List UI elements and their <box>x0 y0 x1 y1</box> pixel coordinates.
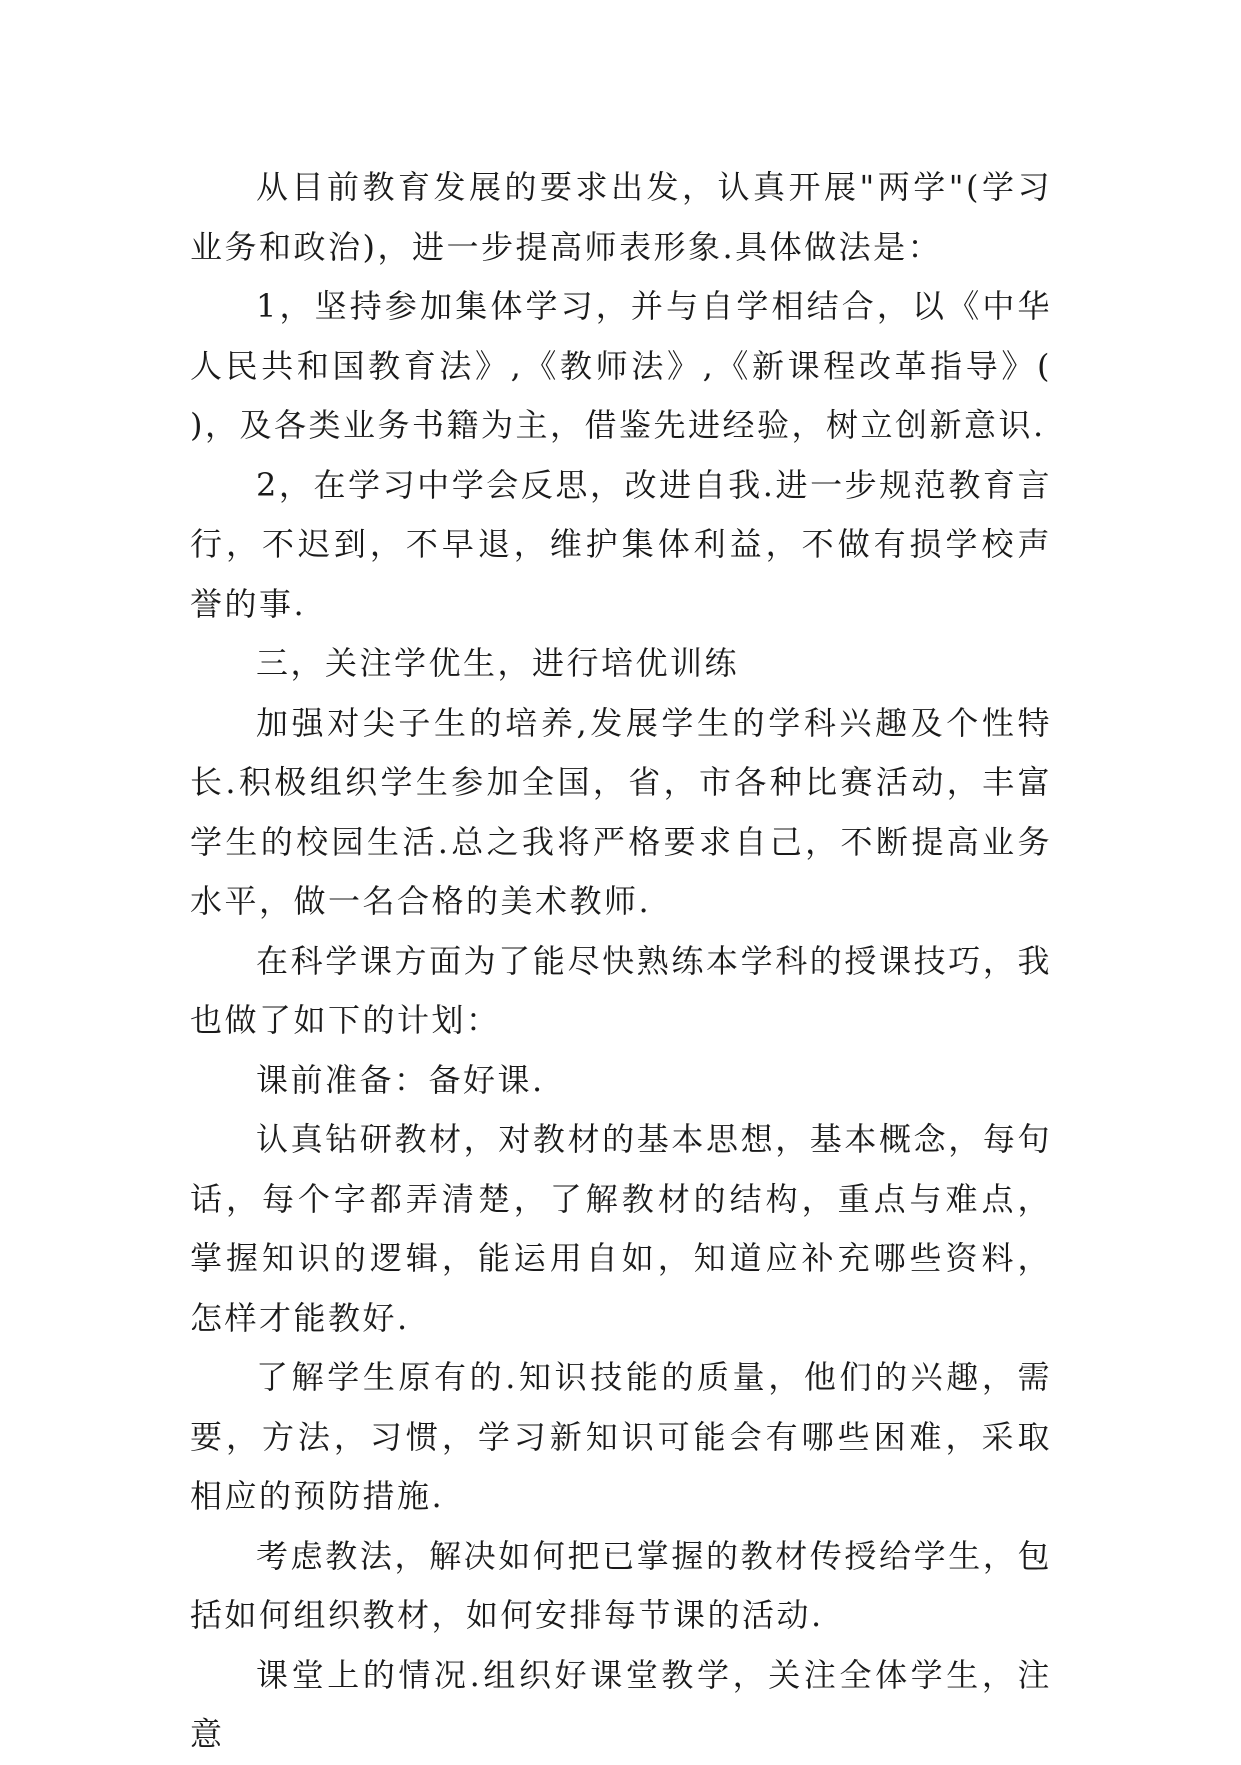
paragraph-classroom: 课堂上的情况.组织好课堂教学，关注全体学生，注意 <box>190 1655 1052 1753</box>
paragraph-study-materials: 认真钻研教材，对教材的基本思想，基本概念，每句话，每个字都弄清楚，了解教材的结构，重点与难点，掌握知识的逻辑，能运用自如，知道应补充哪些资料，怎样才能教好. <box>190 1120 1052 1337</box>
paragraph-lesson-prep: 课前准备：备好课. <box>256 1060 545 1099</box>
paragraph-item-2: 2，在学习中学会反思，改进自我.进一步规范教育言行，不迟到，不早退，维护集体利益，不做有损学校声誉的事. <box>190 465 1052 623</box>
paragraph-know-students: 了解学生原有的.知识技能的质量，他们的兴趣，需要，方法，习惯，学习新知识可能会有哪些困难，采取相应的预防措施. <box>190 1358 1052 1515</box>
paragraph-item-1: 1，坚持参加集体学习，并与自学相结合，以《中华人民共和国教育法》,《教师法》,《新课程改革指导》( )，及各类业务书籍为主，借鉴先进经验，树立创新意识. <box>190 287 1052 444</box>
paragraph-top-students: 加强对尖子生的培养,发展学生的学科兴趣及个性特长.积极组织学生参加全国，省，市各种比赛活动，丰富学生的校园生活.总之我将严格要求自己，不断提高业务水平，做一名合格的美术教师. <box>190 703 1052 920</box>
document-body <box>190 158 1052 1765</box>
paragraph-science-plan: 在科学课方面为了能尽快熟练本学科的授课技巧，我也做了如下的计划： <box>190 941 1052 1039</box>
paragraph-teaching-method: 考虑教法，解决如何把已掌握的教材传授给学生，包括如何组织教材，如何安排每节课的活动. <box>190 1536 1052 1634</box>
paragraph-intro: 从目前教育发展的要求出发，认真开展"两学"(学习业务和政治)，进一步提高师表形象.具体做法是： <box>190 168 1052 266</box>
section-heading-3: 三，关注学优生，进行培优训练 <box>256 644 740 682</box>
